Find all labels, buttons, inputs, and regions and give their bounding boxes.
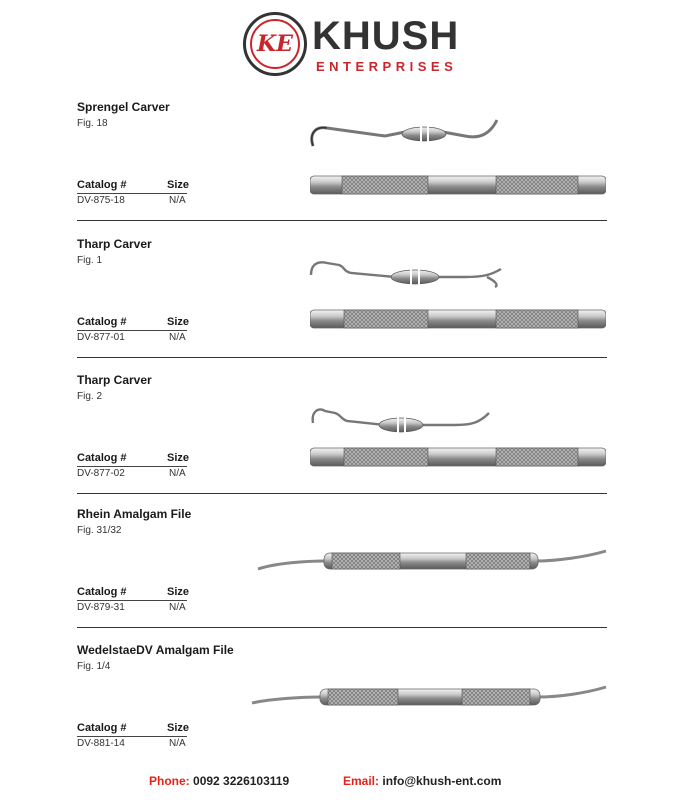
email-address[interactable]: info@khush-ent.com	[382, 774, 502, 788]
product-title: Sprengel Carver	[77, 100, 170, 114]
product-fig: Fig. 18	[77, 118, 108, 129]
section-divider	[77, 493, 607, 494]
product-title: Tharp Carver	[77, 237, 152, 251]
catalog-header: Catalog #	[77, 179, 127, 191]
catalog-value: DV-877-01	[77, 332, 125, 343]
product-sprengel-carver	[0, 100, 689, 236]
product-wedelstaedv-amalgam-file	[0, 643, 689, 779]
logo-emblem	[243, 12, 307, 76]
size-header: Size	[167, 586, 190, 598]
size-header: Size	[167, 179, 190, 191]
section-divider	[77, 357, 607, 358]
catalog-value: DV-879-31	[77, 602, 125, 613]
size-value: N/A	[169, 468, 186, 479]
size-value: N/A	[169, 332, 186, 343]
carver-tip-image	[305, 403, 495, 437]
section-divider	[77, 220, 607, 221]
product-fig: Fig. 2	[77, 391, 103, 402]
table-rule	[77, 736, 187, 737]
product-title: WedelstaeDV Amalgam File	[77, 643, 234, 657]
product-fig: Fig. 1	[77, 255, 103, 266]
table-rule	[77, 193, 187, 194]
size-value: N/A	[169, 602, 186, 613]
product-tharp-carver-1	[0, 237, 689, 373]
product-fig: Fig. 31/32	[77, 525, 122, 536]
email-line	[343, 774, 501, 788]
catalog-header: Catalog #	[77, 586, 127, 598]
carver-tip-image	[305, 253, 505, 293]
handle-image	[310, 174, 606, 196]
section-divider	[77, 627, 607, 628]
catalog-header: Catalog #	[77, 316, 127, 328]
logo-monogram: KE	[250, 19, 300, 69]
phone-line	[149, 774, 289, 788]
product-fig: Fig. 1/4	[77, 661, 111, 672]
amalgam-file-image	[256, 545, 608, 575]
handle-image	[310, 446, 606, 468]
company-name: KHUSH	[312, 14, 460, 58]
product-title: Rhein Amalgam File	[77, 507, 192, 521]
size-header: Size	[167, 316, 190, 328]
size-value: N/A	[169, 195, 186, 206]
catalog-value: DV-881-14	[77, 738, 125, 749]
header	[0, 0, 689, 90]
product-tharp-carver-2	[0, 373, 689, 509]
handle-image	[310, 308, 606, 330]
phone-label: Phone:	[149, 774, 190, 788]
table-rule	[77, 600, 187, 601]
product-title: Tharp Carver	[77, 373, 152, 387]
phone-number[interactable]: 0092 3226103119	[193, 774, 290, 788]
table-rule	[77, 330, 187, 331]
email-label: Email:	[343, 774, 380, 788]
carver-tip-image	[305, 112, 505, 152]
catalog-header: Catalog #	[77, 722, 127, 734]
product-rhein-amalgam-file	[0, 507, 689, 643]
footer-contact	[0, 774, 689, 792]
size-value: N/A	[169, 738, 186, 749]
amalgam-file-image	[250, 683, 608, 713]
size-header: Size	[167, 452, 190, 464]
table-rule	[77, 466, 187, 467]
catalog-value: DV-875-18	[77, 195, 125, 206]
company-subtitle: ENTERPRISES	[316, 59, 458, 74]
size-header: Size	[167, 722, 190, 734]
catalog-header: Catalog #	[77, 452, 127, 464]
catalog-value: DV-877-02	[77, 468, 125, 479]
